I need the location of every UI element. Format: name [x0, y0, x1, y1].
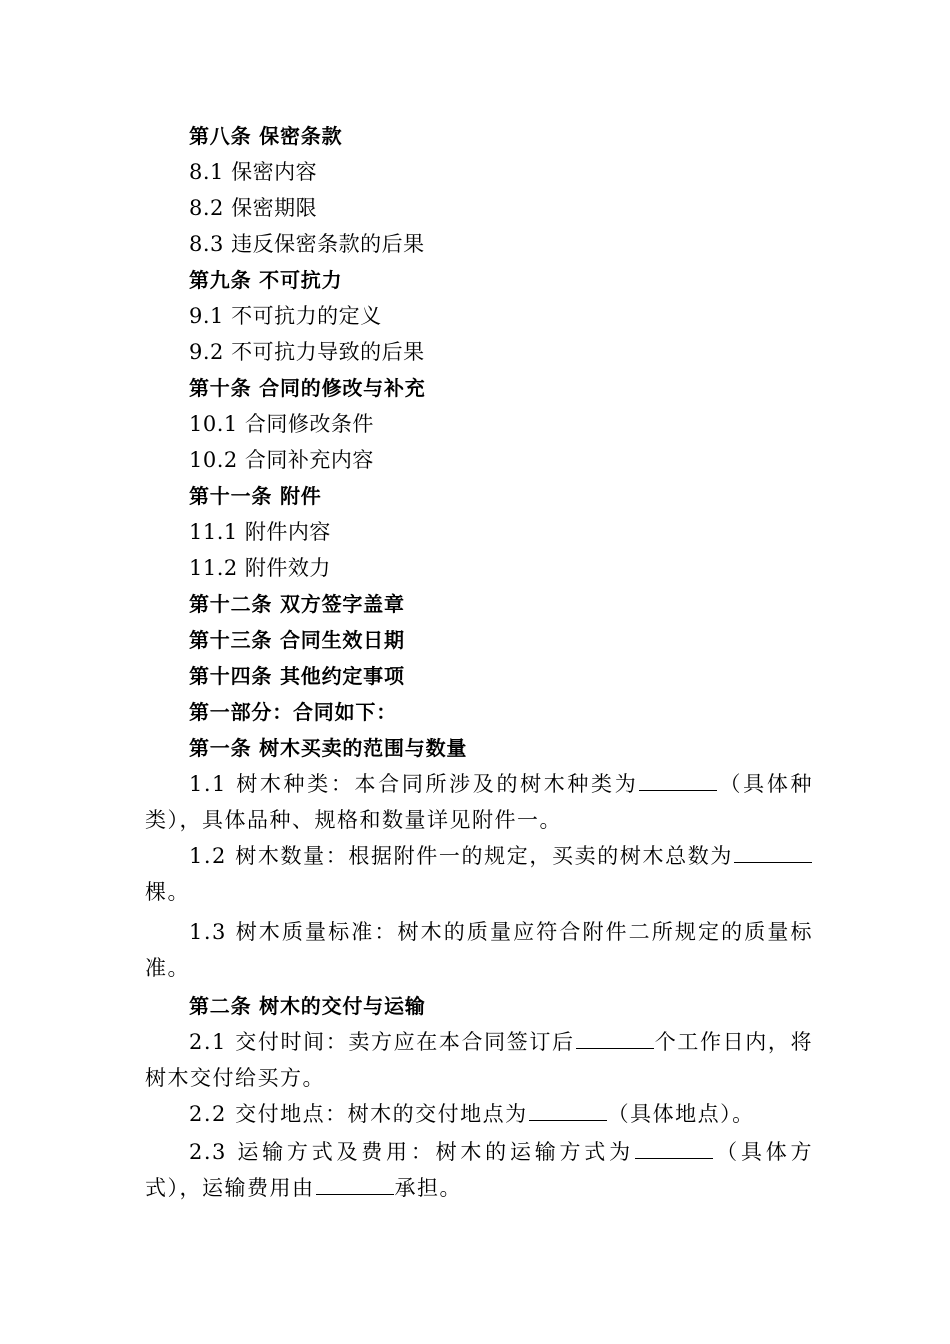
paragraph-1-1-text-b: （具体种类），具体品种、规格和数量详见附件一。	[145, 772, 813, 832]
toc-heading-10: 第十条 合同的修改与补充	[189, 376, 426, 400]
toc-heading-13: 第十三条 合同生效日期	[189, 628, 405, 652]
toc-item-9-1: 9.1 不可抗力的定义	[189, 304, 382, 328]
paragraph-1-1-text-a: 1.1 树木种类：本合同所涉及的树木种类为	[189, 772, 639, 796]
blank-tree-count	[734, 840, 812, 863]
paragraph-1-3	[145, 914, 813, 986]
paragraph-2-2-text-b: （具体地点）。	[607, 1102, 755, 1126]
part-one-heading: 第一部分：合同如下：	[189, 700, 397, 724]
paragraph-1-1	[145, 766, 813, 838]
blank-transport-payer	[316, 1172, 394, 1195]
toc-heading-14: 第十四条 其他约定事项	[189, 664, 405, 688]
paragraph-1-3-text: 1.3 树木质量标准：树木的质量应符合附件二所规定的质量标准。	[145, 920, 813, 980]
toc-item-11-2: 11.2 附件效力	[189, 556, 331, 580]
paragraph-2-1-text-a: 2.1 交付时间：卖方应在本合同签订后	[189, 1030, 575, 1054]
paragraph-1-2-text-b: 棵。	[145, 880, 190, 904]
blank-delivery-location	[529, 1098, 607, 1121]
toc-item-8-1: 8.1 保密内容	[189, 160, 318, 184]
paragraph-2-1	[145, 1024, 813, 1096]
blank-delivery-days	[576, 1026, 654, 1049]
paragraph-2-3-text-a: 2.3 运输方式及费用：树木的运输方式为	[189, 1140, 634, 1164]
blank-tree-species	[639, 768, 717, 791]
paragraph-2-3-text-b: （具体方式），运输费用由	[145, 1140, 814, 1200]
article-1-heading: 第一条 树木买卖的范围与数量	[189, 736, 468, 760]
article-2-heading: 第二条 树木的交付与运输	[189, 994, 426, 1018]
paragraph-2-2-text-a: 2.2 交付地点：树木的交付地点为	[189, 1102, 528, 1126]
toc-heading-11: 第十一条 附件	[189, 484, 322, 508]
paragraph-1-2-text-a: 1.2 树木数量：根据附件一的规定，买卖的树木总数为	[189, 844, 733, 868]
paragraph-2-2	[145, 1096, 813, 1132]
paragraph-2-3	[145, 1134, 813, 1206]
toc-item-10-1: 10.1 合同修改条件	[189, 412, 374, 436]
blank-transport-method	[635, 1136, 713, 1159]
toc-item-11-1: 11.1 附件内容	[189, 520, 331, 544]
toc-heading-12: 第十二条 双方签字盖章	[189, 592, 405, 616]
toc-item-9-2: 9.2 不可抗力导致的后果	[189, 340, 425, 364]
toc-item-8-3: 8.3 违反保密条款的后果	[189, 232, 425, 256]
paragraph-2-3-text-c: 承担。	[394, 1176, 462, 1200]
toc-item-10-2: 10.2 合同补充内容	[189, 448, 374, 472]
paragraph-2-1-text-b: 个工作日内，将树木交付给买方。	[145, 1030, 813, 1090]
toc-heading-8: 第八条 保密条款	[189, 124, 343, 148]
paragraph-1-2	[145, 838, 813, 910]
toc-item-8-2: 8.2 保密期限	[189, 196, 318, 220]
toc-heading-9: 第九条 不可抗力	[189, 268, 343, 292]
